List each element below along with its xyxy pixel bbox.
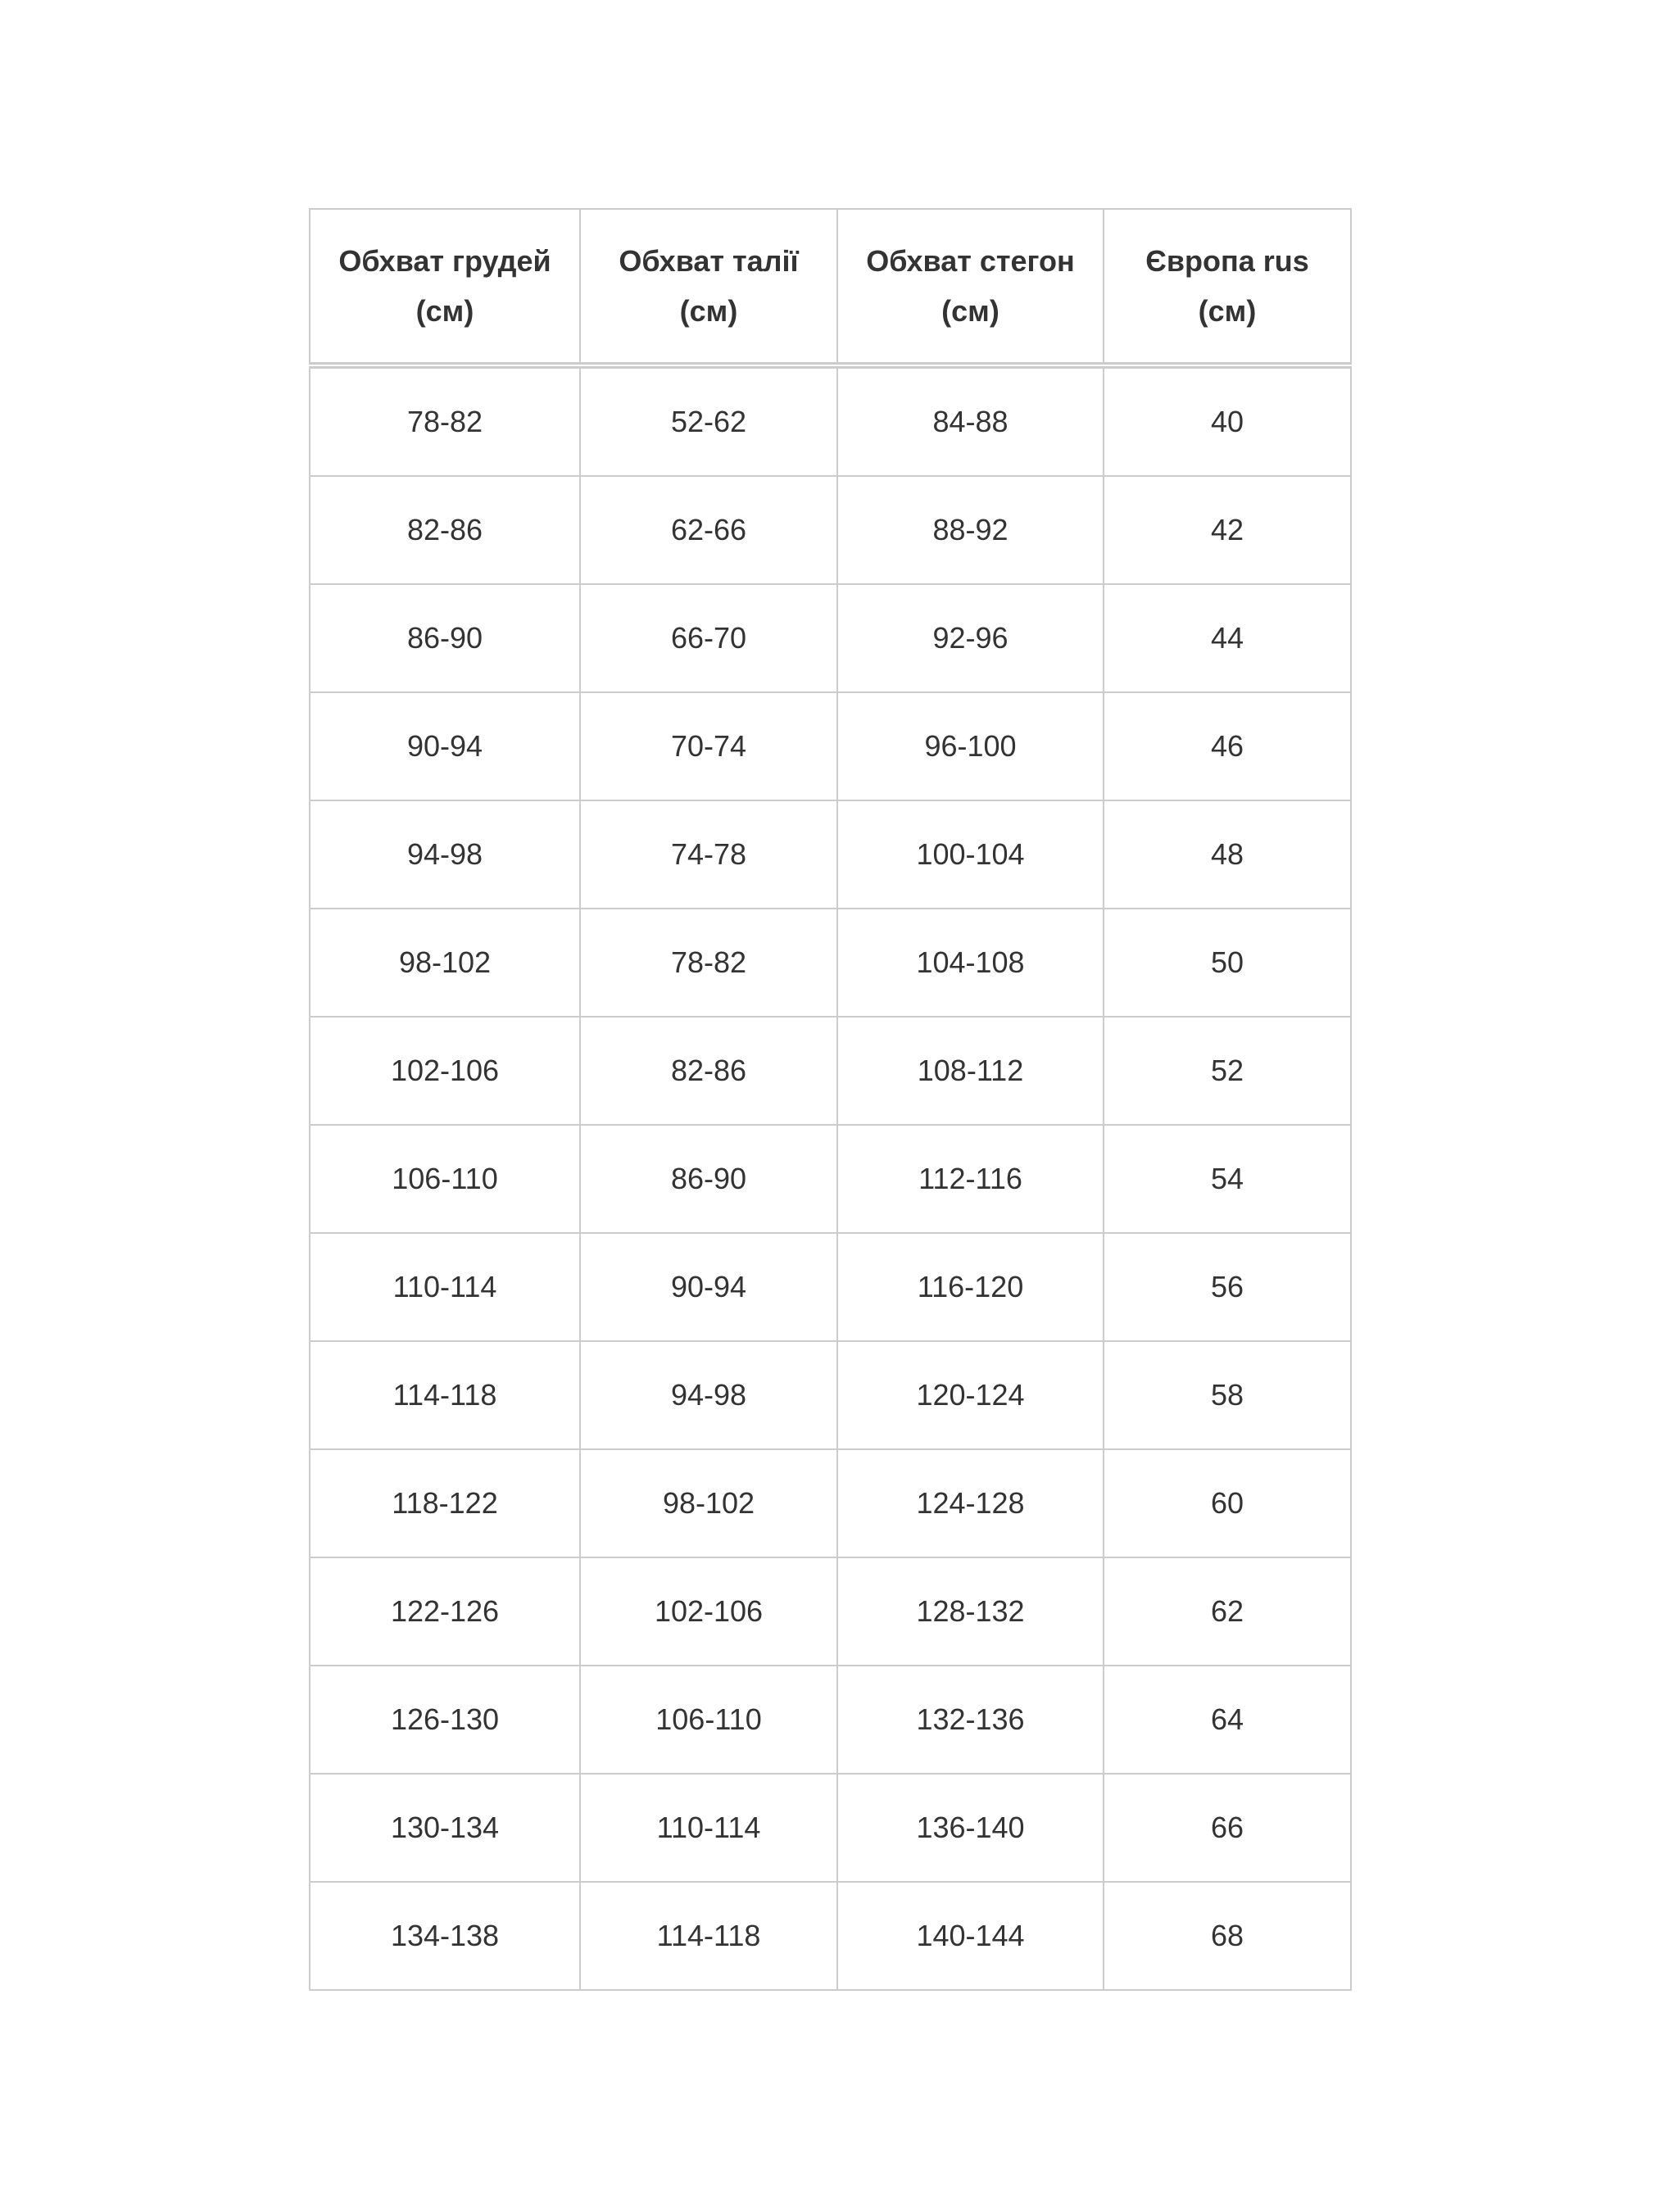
table-cell: 100-104 [837, 800, 1104, 909]
table-cell: 42 [1104, 476, 1351, 584]
table-row [310, 909, 1351, 1017]
table-row [310, 365, 1351, 476]
table-cell: 78-82 [310, 365, 580, 476]
table-row [310, 1233, 1351, 1341]
table-row [310, 584, 1351, 692]
table-body [310, 365, 1351, 1990]
table-cell: 116-120 [837, 1233, 1104, 1341]
table-cell: 110-114 [310, 1233, 580, 1341]
table-row [310, 1882, 1351, 1990]
table-cell: 40 [1104, 365, 1351, 476]
table-cell: 132-136 [837, 1666, 1104, 1774]
table-cell: 112-116 [837, 1125, 1104, 1233]
table-row [310, 1666, 1351, 1774]
table-cell: 64 [1104, 1666, 1351, 1774]
table-cell: 126-130 [310, 1666, 580, 1774]
table-cell: 50 [1104, 909, 1351, 1017]
table-cell: 70-74 [580, 692, 837, 800]
table-row [310, 1557, 1351, 1666]
column-header-hips: Обхват стегон (см) [837, 209, 1104, 365]
table-cell: 66-70 [580, 584, 837, 692]
table-cell: 58 [1104, 1341, 1351, 1449]
table-row [310, 1449, 1351, 1557]
table-row [310, 476, 1351, 584]
table-cell: 62-66 [580, 476, 837, 584]
table-cell: 136-140 [837, 1774, 1104, 1882]
table-cell: 60 [1104, 1449, 1351, 1557]
header-row [310, 209, 1351, 365]
table-cell: 104-108 [837, 909, 1104, 1017]
table-cell: 134-138 [310, 1882, 580, 1990]
table-cell: 98-102 [580, 1449, 837, 1557]
table-row [310, 1341, 1351, 1449]
table-cell: 52-62 [580, 365, 837, 476]
table-cell: 94-98 [310, 800, 580, 909]
table-cell: 86-90 [310, 584, 580, 692]
table-cell: 62 [1104, 1557, 1351, 1666]
table-cell: 66 [1104, 1774, 1351, 1882]
table-cell: 114-118 [580, 1882, 837, 1990]
table-cell: 140-144 [837, 1882, 1104, 1990]
table-cell: 54 [1104, 1125, 1351, 1233]
table-cell: 94-98 [580, 1341, 837, 1449]
column-header-europe-size: Європа rus (см) [1104, 209, 1351, 365]
table-cell: 120-124 [837, 1341, 1104, 1449]
size-chart-table [309, 208, 1352, 1991]
table-cell: 92-96 [837, 584, 1104, 692]
table-cell: 102-106 [310, 1017, 580, 1125]
table-cell: 84-88 [837, 365, 1104, 476]
table-row [310, 692, 1351, 800]
table-cell: 90-94 [310, 692, 580, 800]
table-cell: 44 [1104, 584, 1351, 692]
column-header-waist: Обхват талії (см) [580, 209, 837, 365]
table-cell: 114-118 [310, 1341, 580, 1449]
column-header-chest: Обхват грудей (см) [310, 209, 580, 365]
table-cell: 82-86 [310, 476, 580, 584]
size-chart-container [309, 208, 1350, 1991]
table-cell: 108-112 [837, 1017, 1104, 1125]
table-cell: 90-94 [580, 1233, 837, 1341]
table-row [310, 800, 1351, 909]
table-cell: 110-114 [580, 1774, 837, 1882]
table-row [310, 1017, 1351, 1125]
table-cell: 96-100 [837, 692, 1104, 800]
table-cell: 74-78 [580, 800, 837, 909]
table-cell: 106-110 [580, 1666, 837, 1774]
table-row [310, 1774, 1351, 1882]
table-cell: 102-106 [580, 1557, 837, 1666]
table-cell: 98-102 [310, 909, 580, 1017]
table-cell: 130-134 [310, 1774, 580, 1882]
table-cell: 106-110 [310, 1125, 580, 1233]
table-cell: 68 [1104, 1882, 1351, 1990]
table-cell: 128-132 [837, 1557, 1104, 1666]
table-cell: 118-122 [310, 1449, 580, 1557]
table-cell: 78-82 [580, 909, 837, 1017]
table-cell: 82-86 [580, 1017, 837, 1125]
table-row [310, 1125, 1351, 1233]
table-cell: 122-126 [310, 1557, 580, 1666]
table-cell: 124-128 [837, 1449, 1104, 1557]
table-cell: 88-92 [837, 476, 1104, 584]
table-cell: 48 [1104, 800, 1351, 909]
table-cell: 56 [1104, 1233, 1351, 1341]
table-cell: 52 [1104, 1017, 1351, 1125]
table-cell: 46 [1104, 692, 1351, 800]
table-cell: 86-90 [580, 1125, 837, 1233]
